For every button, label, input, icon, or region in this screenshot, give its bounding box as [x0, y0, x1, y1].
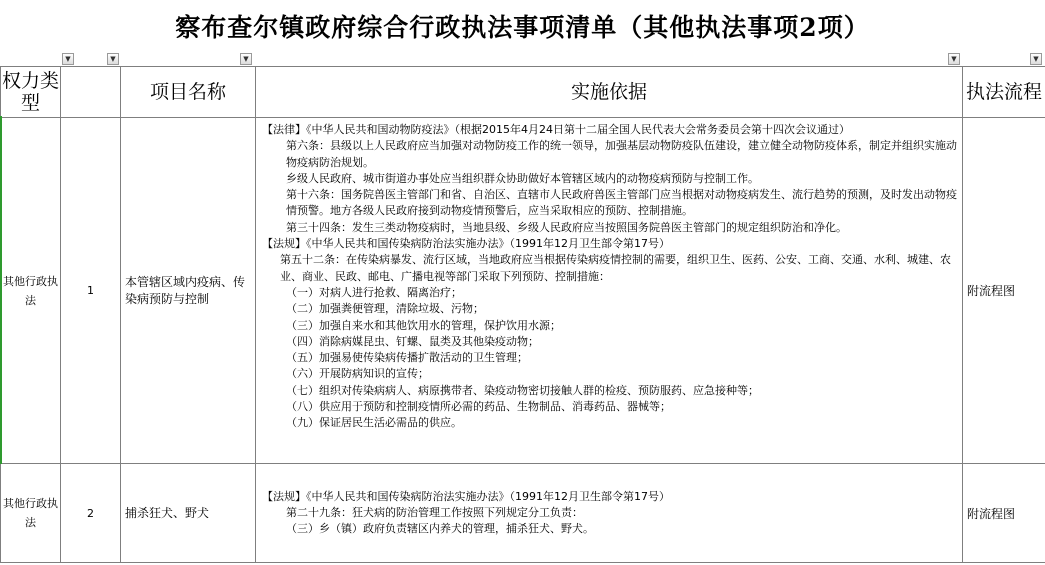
cell-type[interactable]: 其他行政执法: [1, 118, 61, 464]
filter-dropdown-icon[interactable]: ▼: [62, 53, 74, 65]
header-flow[interactable]: 执法流程: [963, 67, 1045, 118]
filter-dropdown-icon[interactable]: ▼: [1030, 53, 1042, 65]
basis-line: 【法律】《中华人民共和国动物防疫法》（根据2015年4月24日第十二届全国人民代表大会常务委员会第十四次会议通过）: [262, 123, 850, 136]
header-name[interactable]: 项目名称: [121, 67, 256, 118]
basis-line: （一）对病人进行抢救、隔离治疗；: [286, 285, 462, 299]
filter-dropdown-icon[interactable]: ▼: [107, 53, 119, 65]
basis-line: 第二十九条：狂犬病的防治管理工作按照下列规定分工负责：: [286, 505, 583, 519]
cell-type[interactable]: 其他行政执法: [1, 464, 61, 563]
basis-line: （三）加强自来水和其他饮用水的管理，保护饮用水源；: [286, 318, 561, 332]
cell-flow[interactable]: 附流程图: [963, 118, 1045, 464]
cell-name[interactable]: 本管辖区域内疫病、传染病预防与控制: [121, 118, 256, 464]
basis-line: （六）开展防病知识的宣传；: [286, 367, 429, 381]
header-basis[interactable]: 实施依据: [256, 67, 963, 118]
table-row: [1, 118, 1045, 464]
filter-dropdown-icon[interactable]: ▼: [240, 53, 252, 65]
cell-num[interactable]: 2: [61, 464, 121, 563]
basis-line: 第五十二条：在传染病暴发、流行区域，当地政府应当根据传染病疫情控制的需要，组织卫生、医药、公安、工商、交通、水利、城建、农业、商业、民政、邮电、广播电视等部门采取下列预防、控制措施：: [280, 253, 951, 283]
basis-line: （四）消除病媒昆虫、钉螺、鼠类及其他染疫动物；: [286, 334, 539, 348]
table-row: [1, 464, 1045, 563]
cell-basis[interactable]: [256, 118, 963, 464]
cell-num[interactable]: 1: [61, 118, 121, 464]
enforcement-table: [0, 66, 1045, 563]
basis-line: 第十六条：国务院兽医主管部门和省、自治区、直辖市人民政府兽医主管部门应当根据对动物疫病发生、流行趋势的预测，及时发出动物疫情预警。地方各级人民政府接到动物疫情预警后，应当采取相应的预防、控制措施。: [286, 188, 957, 218]
basis-line: （二）加强粪便管理，清除垃圾、污物；: [286, 302, 484, 316]
cell-basis[interactable]: [256, 464, 963, 563]
header-row: [1, 67, 1045, 118]
basis-line: 【法规】《中华人民共和国传染病防治法实施办法》（1991年12月卫生部令第17号）: [262, 237, 670, 251]
basis-line: （七）组织对传染病病人、病原携带者、染疫动物密切接触人群的检疫、预防服药、应急接种等；: [286, 383, 759, 397]
basis-line: 第三十四条：发生三类动物疫病时，当地县级、乡级人民政府应当按照国务院兽医主管部门的规定组织防治和净化。: [286, 220, 847, 234]
autofilter-row: [0, 52, 1045, 66]
header-type[interactable]: 权力类型: [1, 67, 61, 118]
filter-dropdown-icon[interactable]: ▼: [948, 53, 960, 65]
sheet-title: 察布查尔镇政府综合行政执法事项清单（其他执法事项2项）: [175, 13, 870, 42]
selection-border: [0, 116, 2, 464]
header-num[interactable]: [61, 67, 121, 118]
basis-line: （九）保证居民生活必需品的供应。: [286, 416, 462, 430]
basis-line: 【法规】《中华人民共和国传染病防治法实施办法》（1991年12月卫生部令第17号）: [262, 489, 670, 503]
cell-name[interactable]: 捕杀狂犬、野犬: [121, 464, 256, 563]
cell-flow[interactable]: 附流程图: [963, 464, 1045, 563]
basis-line: 乡级人民政府、城市街道办事处应当组织群众协助做好本管辖区域内的动物疫病预防与控制工作。: [286, 171, 759, 185]
basis-line: （五）加强易使传染病传播扩散活动的卫生管理；: [286, 351, 528, 365]
basis-line: 第六条：县级以上人民政府应当加强对动物防疫工作的统一领导，加强基层动物防疫队伍建设，建立健全动物防疫体系，制定并组织实施动物疫病防治规划。: [286, 139, 957, 169]
basis-line: （八）供应用于预防和控制疫情所必需的药品、生物制品、消毒药品、器械等；: [286, 400, 671, 414]
basis-line: （三）乡（镇）政府负责辖区内养犬的管理，捕杀狂犬、野犬。: [286, 522, 594, 536]
